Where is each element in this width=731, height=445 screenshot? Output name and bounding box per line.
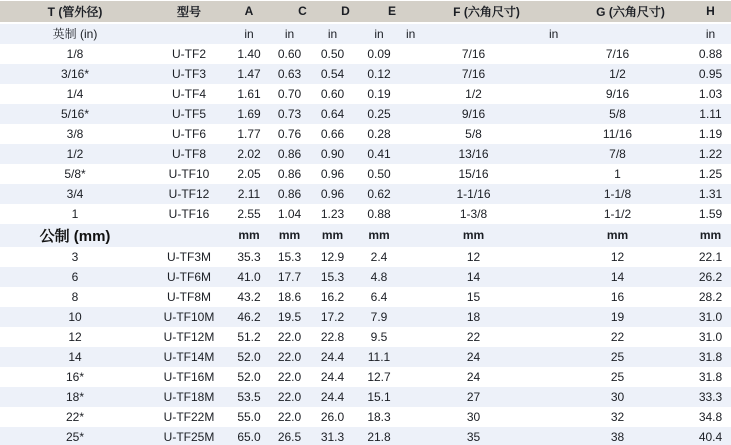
data-cell: 9/16 [605,86,630,101]
column-header: D [309,1,356,23]
data-cell: 12.7 [367,369,391,384]
data-cell: 55.0 [237,409,261,424]
data-cell: 5/8 [465,126,482,141]
data-cell: 24.4 [320,349,345,364]
data-cell: 30 [466,409,481,424]
data-cell: 16.2 [320,289,345,304]
data-cell: 30 [610,389,625,404]
data-cell: 27 [466,389,481,404]
data-cell: 1.77 [237,126,261,141]
metric-units-row [0,224,731,247]
table-head [0,1,731,23]
table-row [0,367,731,387]
data-cell: 35.3 [237,249,261,264]
unit-cell: in [374,26,384,41]
data-cell: 1/2 [66,146,84,161]
table-row [0,427,731,445]
data-cell: 0.50 [320,46,345,61]
data-cell: 14 [610,269,625,284]
data-cell: 12.9 [320,249,345,264]
data-cell: 41.0 [237,269,261,284]
unit-cell: mm [699,228,722,242]
data-cell: 19 [610,309,625,324]
data-cell: 22.0 [277,409,302,424]
data-cell: 0.86 [277,186,302,201]
data-cell: 31.0 [698,309,723,324]
data-cell: 18.3 [367,409,391,424]
data-cell: 0.88 [367,206,391,221]
data-cell: 4.8 [370,269,388,284]
data-cell: 19.5 [277,309,302,324]
data-cell: 1.40 [237,46,261,61]
data-cell: 24 [466,369,481,384]
data-cell: 1.69 [237,106,261,121]
data-cell: 17.7 [277,269,302,284]
data-cell: 43.2 [237,289,261,304]
data-cell: 46.2 [237,309,261,324]
data-cell: 1.03 [698,86,723,101]
table-row [0,44,731,64]
data-cell: 14 [466,269,481,284]
column-header: 型号 [150,1,228,23]
data-cell: 26.5 [277,429,302,444]
data-cell: 7/16 [605,46,630,61]
unit-cell: in [284,26,295,41]
table-row [0,267,731,287]
data-cell: U-TF8 [172,146,206,161]
data-cell: 9/16 [461,106,486,121]
data-cell: 0.09 [367,46,391,61]
data-cell: 3/16* [60,66,90,81]
data-cell: 40.4 [698,429,723,444]
data-cell: 1-1/16 [456,186,491,201]
column-header: E [356,1,402,23]
data-cell: 28.2 [698,289,723,304]
table-row [0,184,731,204]
data-cell: 2.05 [237,166,261,181]
inch-units-row [0,23,731,44]
data-cell: 25 [610,349,625,364]
data-cell: 25 [610,369,625,384]
data-cell: 52.0 [237,369,261,384]
table-row [0,84,731,104]
table-row [0,247,731,267]
data-cell: 53.5 [237,389,261,404]
data-cell: 17.2 [320,309,345,324]
data-cell: 2.11 [237,186,261,201]
data-cell: U-TF12M [163,329,215,344]
data-cell: 6 [71,269,79,284]
data-cell: 1.59 [698,206,723,221]
data-cell: 12 [68,329,82,344]
table-row [0,204,731,224]
data-cell: 7/16 [461,66,486,81]
data-cell: U-TF3 [172,66,206,81]
unit-cell: in [406,26,416,41]
unit-cell: in [549,26,559,41]
data-cell: 22.8 [320,329,345,344]
data-cell: 5/8* [64,166,86,181]
data-cell: U-TF14M [163,349,215,364]
table-row [0,64,731,84]
data-cell: 22 [610,329,625,344]
data-cell: 0.70 [277,86,302,101]
data-cell: 1.04 [277,206,302,221]
unit-cell: mm [278,228,301,242]
data-cell: 51.2 [237,329,261,344]
data-cell: 26.0 [320,409,345,424]
data-cell: 24 [466,349,481,364]
data-cell: 35 [466,429,481,444]
data-cell: 22.0 [277,389,302,404]
data-cell: 1-1/2 [603,206,632,221]
data-cell: 0.28 [367,126,391,141]
data-cell: 16* [65,369,85,384]
data-cell: U-TF18M [163,389,215,404]
data-cell: 22.1 [698,249,723,264]
data-cell: 1-3/8 [459,206,488,221]
data-cell: 0.60 [277,46,302,61]
data-cell: 2.02 [237,146,261,161]
data-cell: 3/8 [66,126,84,141]
data-cell: 13/16 [458,146,489,161]
table-row [0,307,731,327]
data-cell: 1.23 [320,206,345,221]
data-cell: 15.3 [320,269,345,284]
table-row [0,104,731,124]
table-row [0,164,731,184]
data-cell: 32 [610,409,625,424]
data-cell: 0.73 [277,106,302,121]
data-cell: 1.31 [698,186,723,201]
data-cell: 1.47 [237,66,261,81]
data-cell: 0.95 [698,66,723,81]
data-cell: 9.5 [370,329,388,344]
inch-section-label: 英制 (in) [52,27,98,41]
data-cell: 7/16 [461,46,486,61]
data-cell: 1.22 [698,146,723,161]
data-cell: 1.25 [698,166,723,181]
data-cell: 16 [610,289,625,304]
data-cell: 14 [68,349,82,364]
column-header: F (六角尺寸) [402,1,545,23]
data-cell: 18 [466,309,481,324]
data-cell: U-TF8M [167,289,211,304]
unit-cell: in [244,26,254,41]
data-cell: 2.4 [370,249,388,264]
data-cell: U-TF16 [168,206,210,221]
unit-cell: mm [606,228,629,242]
data-cell: 1/2 [465,86,482,101]
data-cell: 22.0 [277,349,302,364]
metric-section-label: 公制 (mm) [39,227,111,245]
data-cell: 0.66 [320,126,345,141]
data-cell: 52.0 [237,349,261,364]
data-cell: U-TF3M [167,249,211,264]
data-cell: 5/16* [60,106,90,121]
data-cell: 0.54 [320,66,345,81]
data-cell: 31.8 [698,349,723,364]
data-cell: 15/16 [458,166,489,181]
data-cell: 3 [71,249,79,264]
data-cell: 18* [65,389,85,404]
data-cell: U-TF5 [172,106,206,121]
data-cell: 24.4 [320,389,345,404]
empty-cell [150,23,228,44]
data-cell: 15.1 [367,389,391,404]
data-cell: U-TF16M [163,369,215,384]
data-cell: 22.0 [277,329,302,344]
unit-cell: in [327,26,338,41]
column-header: A [228,1,270,23]
data-cell: 0.19 [367,86,391,101]
table-row [0,144,731,164]
data-cell: 1.19 [698,126,723,141]
data-cell: 38 [610,429,625,444]
data-cell: 15 [466,289,481,304]
data-cell: 25* [65,429,85,444]
data-cell: 1/8 [66,46,84,61]
data-cell: 0.62 [367,186,391,201]
table-header-row [0,1,731,23]
data-cell: 0.76 [277,126,302,141]
data-cell: 1.11 [699,106,722,121]
data-cell: 0.86 [277,166,302,181]
data-cell: U-TF25M [163,429,215,444]
data-cell: 0.64 [320,106,345,121]
data-cell: 12 [610,249,625,264]
data-cell: 1 [614,166,621,181]
data-cell: 22.0 [277,369,302,384]
data-cell: U-TF12 [168,186,210,201]
data-cell: U-TF2 [172,46,206,61]
data-cell: 10 [68,309,82,324]
data-cell: 11/16 [602,126,633,141]
unit-cell: mm [321,228,344,242]
data-cell: 7.9 [370,309,388,324]
data-cell: 0.96 [320,166,345,181]
data-cell: U-TF4 [172,86,206,101]
data-cell: 0.88 [698,46,723,61]
data-cell: 1.61 [237,86,261,101]
data-cell: 2.55 [237,206,261,221]
data-cell: 12 [466,249,481,264]
data-cell: 0.96 [320,186,345,201]
data-cell: 0.50 [367,166,391,181]
data-cell: 0.25 [367,106,391,121]
table-row [0,407,731,427]
column-header: G (六角尺寸) [545,1,690,23]
unit-cell: mm [462,228,485,242]
column-header: C [270,1,309,23]
data-cell: 8 [71,289,79,304]
unit-cell: in [705,26,716,41]
data-cell: U-TF10M [163,309,215,324]
data-cell: 0.41 [367,146,391,161]
data-cell: 0.63 [277,66,302,81]
table-row [0,327,731,347]
data-cell: 0.86 [277,146,302,161]
data-cell: 1/2 [609,66,626,81]
data-cell: 0.60 [320,86,345,101]
data-cell: 65.0 [237,429,261,444]
data-cell: 26.2 [698,269,723,284]
data-cell: 31.3 [320,429,345,444]
data-cell: 22 [466,329,481,344]
table-row [0,287,731,307]
data-cell: 11.1 [367,349,391,364]
data-cell: U-TF6M [167,269,211,284]
data-cell: 21.8 [367,429,391,444]
data-cell: 1 [71,206,79,221]
data-cell: 3/4 [66,186,84,201]
data-cell: U-TF10 [168,166,210,181]
data-cell: U-TF6 [172,126,206,141]
data-cell: 15.3 [277,249,302,264]
data-cell: 18.6 [277,289,302,304]
column-header: H [690,1,731,23]
data-cell: 24.4 [320,369,345,384]
data-cell: 7/8 [609,146,626,161]
unit-cell: mm [368,228,390,242]
data-cell: 1/4 [66,86,84,101]
data-cell: 1-1/8 [603,186,632,201]
data-cell: 5/8 [609,106,626,121]
table-row [0,124,731,144]
data-cell: 31.0 [698,329,723,344]
table-body [0,23,731,445]
unit-cell: mm [238,228,260,242]
data-cell: U-TF22M [163,409,215,424]
table-row [0,347,731,367]
data-cell: 22* [65,409,85,424]
data-cell: 6.4 [370,289,388,304]
table-row [0,387,731,407]
data-cell: 0.12 [367,66,391,81]
data-cell: 31.8 [698,369,723,384]
data-cell: 34.8 [698,409,723,424]
data-cell: 33.3 [698,389,723,404]
column-header: T (管外径) [0,1,150,23]
data-cell: 0.90 [320,146,345,161]
empty-cell [150,224,228,247]
